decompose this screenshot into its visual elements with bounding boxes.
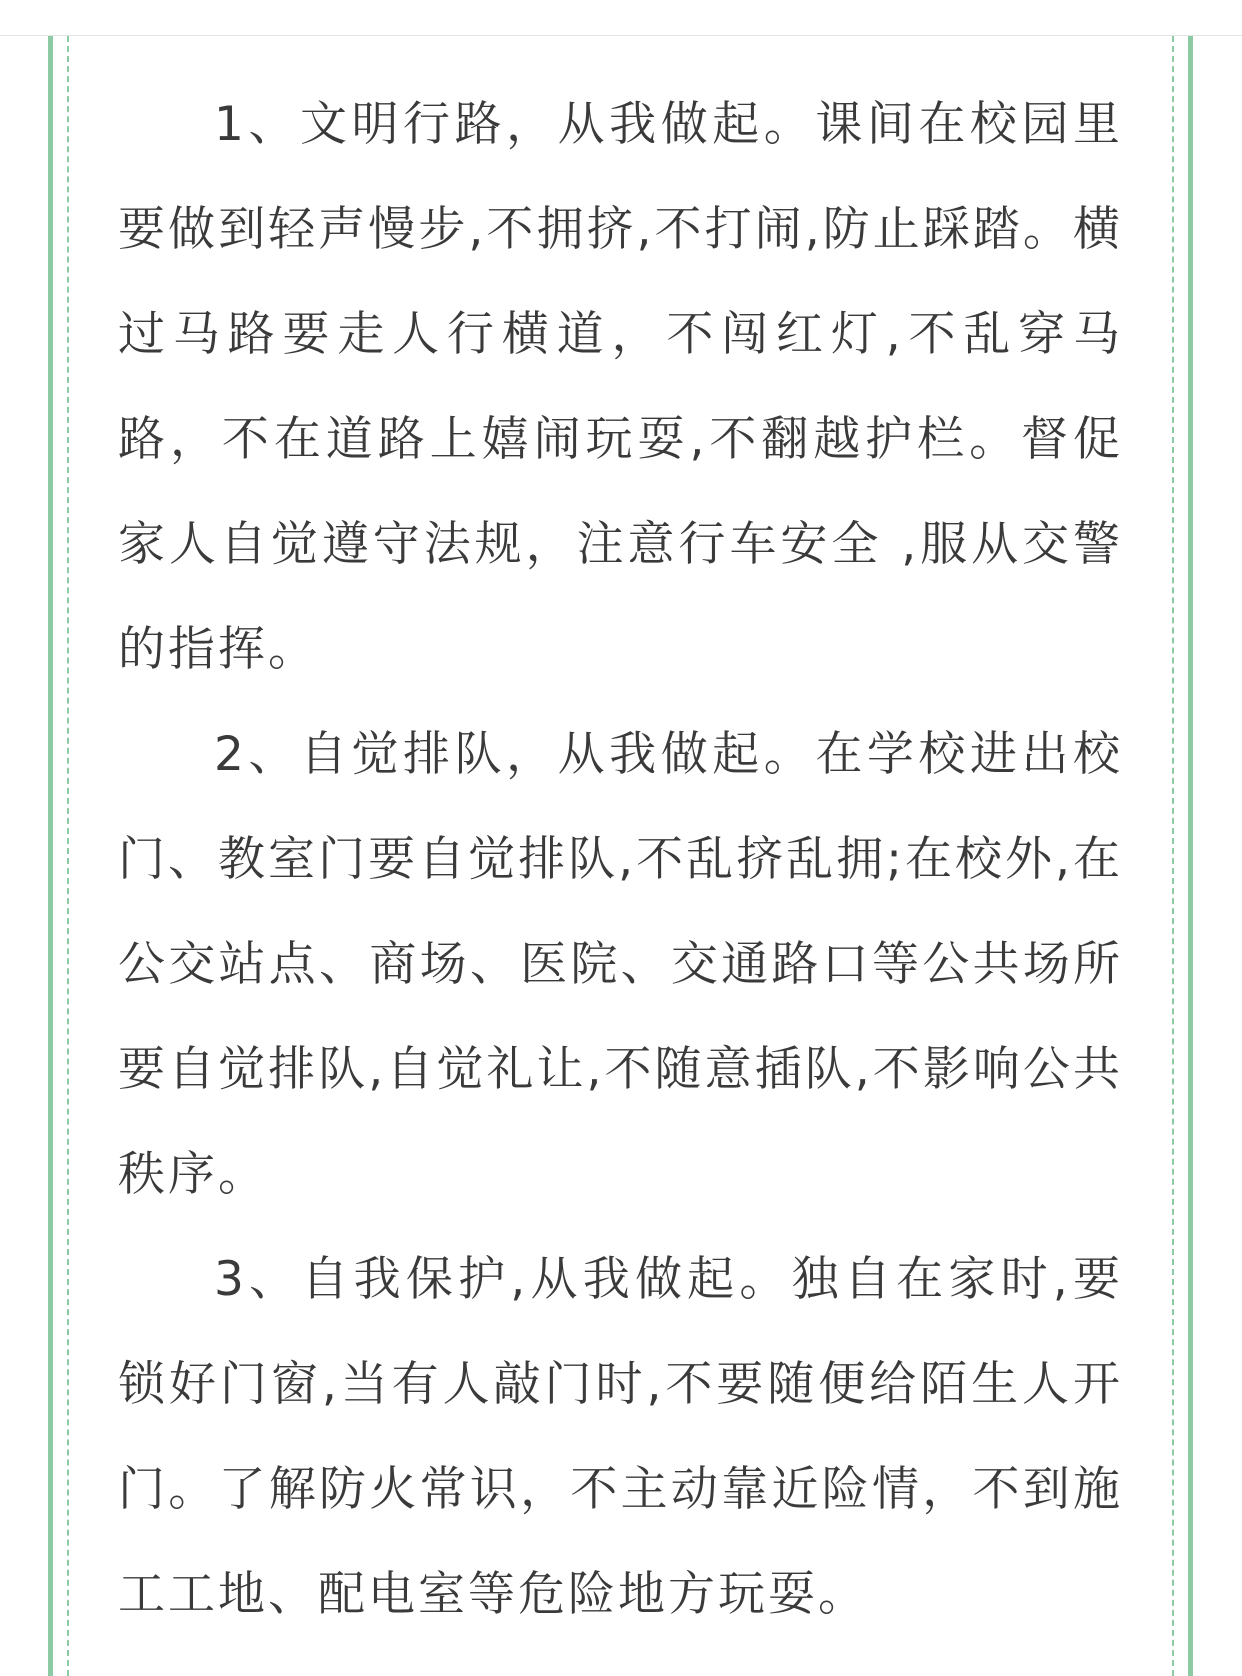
article-body (118, 72, 1123, 1647)
right-dashed-border (1172, 36, 1174, 1676)
paragraph-1: 1、文明行路，从我做起。课间在校园里要做到轻声慢步,不拥挤,不打闹,防止踩踏。横过马路要走人行横道，不闯红灯,不乱穿马路，不在道路上嬉闹玩耍,不翻越护栏。督促家人自觉遵守法规，注意行车安全 ,服从交警的指挥。 (118, 97, 1123, 677)
paragraph-2: 2、自觉排队，从我做起。在学校进出校门、教室门要自觉排队,不乱挤乱拥;在校外,在公交站点、商场、医院、交通路口等公共场所要自觉排队,自觉礼让,不随意插队,不影响公共秩序。 (118, 727, 1123, 1202)
paragraph-3: 3、自我保护,从我做起。独自在家时,要锁好门窗,当有人敲门时,不要随便给陌生人开门。了解防火常识，不主动靠近险情，不到施工工地、配电室等危险地方玩耍。 (118, 1252, 1123, 1622)
left-dashed-border (67, 36, 69, 1676)
